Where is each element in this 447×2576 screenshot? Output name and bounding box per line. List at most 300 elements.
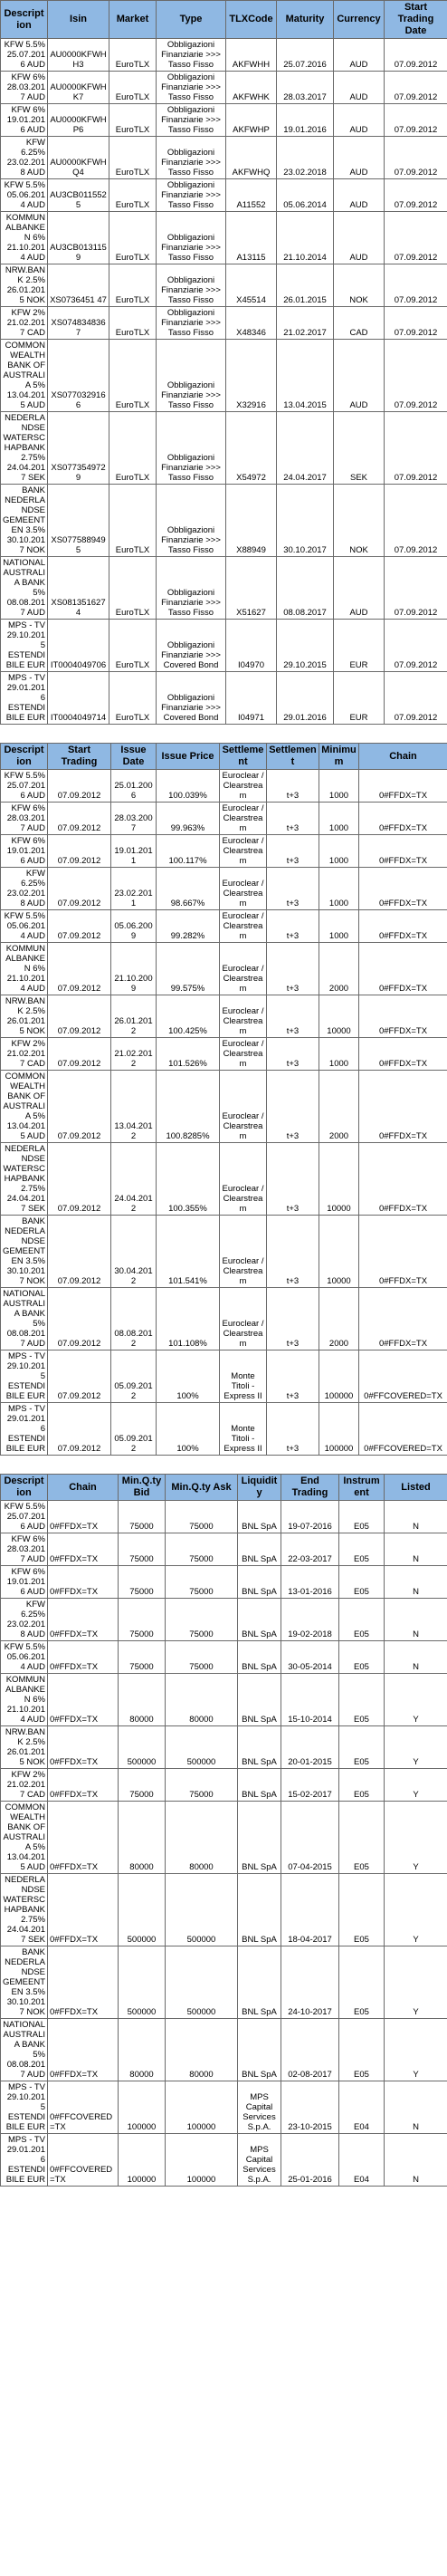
- table-header-row: [1, 1, 447, 39]
- cell-tlxcode: AKFWHQ: [226, 137, 277, 179]
- cell-currency: AUD: [334, 179, 385, 212]
- cell-description: NRW.BANK 2.5% 26.01.2015 NOK: [1, 995, 48, 1038]
- cell-listed: Y: [385, 1674, 447, 1726]
- cell-issue-date: 05.06.2009: [111, 910, 157, 943]
- cell-settlement-days: t+3: [267, 1403, 319, 1456]
- cell-settlement: Euroclear / Clearstream: [220, 868, 267, 910]
- col-header-type: Type: [157, 1, 226, 39]
- cell-description: NATIONAL AUSTRALIA BANK 5% 08.08.2017 AUD: [1, 557, 48, 620]
- cell-min-qty-bid: 75000: [119, 1501, 166, 1533]
- table-row: [1, 72, 447, 104]
- cell-maturity: 08.08.2017: [277, 557, 334, 620]
- table-row: [1, 1038, 447, 1071]
- cell-minimum: 10000: [319, 1143, 359, 1216]
- cell-tlxcode: X48346: [226, 307, 277, 340]
- cell-isin: XS0770329166: [48, 340, 109, 412]
- cell-listed: N: [385, 1641, 447, 1674]
- cell-issue-price: 99.282%: [157, 910, 220, 943]
- cell-description: KFW 6.25% 23.02.2018 AUD: [1, 137, 48, 179]
- cell-issue-date: 05.09.2012: [111, 1403, 157, 1456]
- cell-instrument: E05: [339, 1674, 385, 1726]
- cell-liquidity: BNL SpA: [238, 1769, 281, 1802]
- cell-description: KFW 5.5% 05.06.2014 AUD: [1, 1641, 48, 1674]
- cell-start-trading-date: 07.09.2012: [385, 179, 447, 212]
- cell-issue-date: 13.04.2012: [111, 1071, 157, 1143]
- cell-settlement-days: t+3: [267, 995, 319, 1038]
- table-row: [1, 2134, 447, 2187]
- cell-description: KFW 5.5% 25.07.2016 AUD: [1, 39, 48, 72]
- cell-start-trading: 07.09.2012: [48, 803, 111, 835]
- table-row: [1, 104, 447, 137]
- cell-market: EuroTLX: [109, 212, 157, 264]
- cell-description: KFW 2% 21.02.2017 CAD: [1, 1038, 48, 1071]
- col-header-chain: Chain: [359, 744, 447, 770]
- cell-instrument: E05: [339, 2019, 385, 2081]
- cell-description: NEDERLANDSE WATERSCHAPBANK 2.75% 24.04.2017 SEK: [1, 1143, 48, 1216]
- cell-description: MPS - TV 29.01.2016 ESTENDIBILE EUR: [1, 1403, 48, 1456]
- cell-settlement: Euroclear / Clearstream: [220, 1038, 267, 1071]
- cell-description: KFW 6% 28.03.2017 AUD: [1, 803, 48, 835]
- table-row: [1, 620, 447, 672]
- table-row: [1, 212, 447, 264]
- cell-instrument: E05: [339, 1726, 385, 1769]
- cell-min-qty-bid: 75000: [119, 1641, 166, 1674]
- cell-chain: 0#FFDX=TX: [359, 770, 447, 803]
- table-row: [1, 868, 447, 910]
- cell-maturity: 19.01.2016: [277, 104, 334, 137]
- cell-chain: 0#FFDX=TX: [48, 1641, 119, 1674]
- cell-maturity: 30.10.2017: [277, 485, 334, 557]
- table-header-row: [1, 744, 447, 770]
- table-row: [1, 770, 447, 803]
- col-header-description: Description: [1, 1475, 48, 1501]
- cell-market: EuroTLX: [109, 264, 157, 307]
- cell-liquidity: BNL SpA: [238, 1641, 281, 1674]
- cell-market: EuroTLX: [109, 340, 157, 412]
- cell-min-qty-bid: 500000: [119, 1874, 166, 1946]
- cell-min-qty-bid: 75000: [119, 1533, 166, 1566]
- cell-description: COMMONWEALTH BANK OF AUSTRALIA 5% 13.04.2015 AUD: [1, 340, 48, 412]
- cell-currency: SEK: [334, 412, 385, 485]
- table-row: [1, 1802, 447, 1874]
- cell-tlxcode: X88949: [226, 485, 277, 557]
- cell-listed: Y: [385, 1769, 447, 1802]
- cell-tlxcode: I04971: [226, 672, 277, 725]
- cell-end-trading: 30-05-2014: [281, 1641, 339, 1674]
- cell-currency: AUD: [334, 137, 385, 179]
- cell-settlement: Euroclear / Clearstream: [220, 835, 267, 868]
- table-row: [1, 1566, 447, 1599]
- table-row: [1, 995, 447, 1038]
- cell-issue-date: 23.02.2011: [111, 868, 157, 910]
- cell-end-trading: 13-01-2016: [281, 1566, 339, 1599]
- cell-tlxcode: X51627: [226, 557, 277, 620]
- cell-end-trading: 23-10-2015: [281, 2081, 339, 2134]
- cell-issue-date: 30.04.2012: [111, 1216, 157, 1288]
- cell-description: KFW 6% 28.03.2017 AUD: [1, 72, 48, 104]
- cell-liquidity: BNL SpA: [238, 1946, 281, 2019]
- cell-min-qty-bid: 75000: [119, 1599, 166, 1641]
- cell-type: Obbligazioni Finanziarie >>> Tasso Fisso: [157, 179, 226, 212]
- col-header-min-qty-ask: Min.Q.ty Ask: [166, 1475, 238, 1501]
- table-row: [1, 835, 447, 868]
- bond-table-general: [0, 0, 447, 725]
- cell-description: KFW 6% 19.01.2016 AUD: [1, 835, 48, 868]
- cell-issue-date: 21.10.2009: [111, 943, 157, 995]
- cell-type: Obbligazioni Finanziarie >>> Tasso Fisso: [157, 72, 226, 104]
- cell-min-qty-ask: 80000: [166, 1802, 238, 1874]
- cell-settlement: Euroclear / Clearstream: [220, 995, 267, 1038]
- cell-issue-price: 100%: [157, 1403, 220, 1456]
- cell-description: NRW.BANK 2.5% 26.01.2015 NOK: [1, 264, 48, 307]
- cell-instrument: E05: [339, 1501, 385, 1533]
- col-header-description: Description: [1, 744, 48, 770]
- cell-currency: AUD: [334, 340, 385, 412]
- col-header-min-qty-bid: Min.Q.ty Bid: [119, 1475, 166, 1501]
- cell-instrument: E05: [339, 1802, 385, 1874]
- cell-minimum: 1000: [319, 1038, 359, 1071]
- cell-chain: 0#FFDX=TX: [359, 868, 447, 910]
- col-header-isin: Isin: [48, 1, 109, 39]
- cell-type: Obbligazioni Finanziarie >>> Tasso Fisso: [157, 340, 226, 412]
- table-row: [1, 2019, 447, 2081]
- cell-currency: EUR: [334, 620, 385, 672]
- cell-settlement: Monte Titoli - Express II: [220, 1350, 267, 1403]
- cell-start-trading: 07.09.2012: [48, 868, 111, 910]
- cell-start-trading: 07.09.2012: [48, 1288, 111, 1350]
- cell-chain: 0#FFDX=TX: [48, 1566, 119, 1599]
- cell-start-trading-date: 07.09.2012: [385, 39, 447, 72]
- cell-min-qty-ask: 75000: [166, 1501, 238, 1533]
- cell-market: EuroTLX: [109, 137, 157, 179]
- table-row: [1, 1641, 447, 1674]
- cell-currency: NOK: [334, 485, 385, 557]
- cell-chain: 0#FFDX=TX: [48, 1674, 119, 1726]
- cell-description: MPS - TV 29.01.2016 ESTENDIBILE EUR: [1, 2134, 48, 2187]
- cell-chain: 0#FFDX=TX: [48, 1874, 119, 1946]
- cell-description: COMMONWEALTH BANK OF AUSTRALIA 5% 13.04.2015 AUD: [1, 1802, 48, 1874]
- cell-market: EuroTLX: [109, 39, 157, 72]
- table-body: [1, 770, 447, 1456]
- cell-issue-price: 101.541%: [157, 1216, 220, 1288]
- bond-table-settlement: [0, 743, 447, 1456]
- cell-instrument: E05: [339, 1566, 385, 1599]
- cell-issue-price: 100.355%: [157, 1143, 220, 1216]
- cell-listed: Y: [385, 2019, 447, 2081]
- cell-tlxcode: A11552: [226, 179, 277, 212]
- cell-settlement-days: t+3: [267, 910, 319, 943]
- cell-issue-date: 19.01.2011: [111, 835, 157, 868]
- col-header-instrument: Instrument: [339, 1475, 385, 1501]
- cell-end-trading: 15-02-2017: [281, 1769, 339, 1802]
- cell-description: MPS - TV 29.10.2015 ESTENDIBILE EUR: [1, 2081, 48, 2134]
- cell-tlxcode: I04970: [226, 620, 277, 672]
- cell-description: MPS - TV 29.01.2016 ESTENDIBILE EUR: [1, 672, 48, 725]
- cell-start-trading: 07.09.2012: [48, 1038, 111, 1071]
- cell-chain: 0#FFDX=TX: [359, 910, 447, 943]
- table-row: [1, 1533, 447, 1566]
- table-row: [1, 672, 447, 725]
- cell-chain: 0#FFDX=TX: [359, 995, 447, 1038]
- cell-market: EuroTLX: [109, 307, 157, 340]
- cell-settlement: Monte Titoli - Express II: [220, 1403, 267, 1456]
- cell-min-qty-ask: 500000: [166, 1726, 238, 1769]
- cell-description: BANK NEDERLANDSE GEMEENTEN 3.5% 30.10.2017 NOK: [1, 485, 48, 557]
- cell-settlement: Euroclear / Clearstream: [220, 910, 267, 943]
- cell-isin: AU0000KFWHH3: [48, 39, 109, 72]
- cell-min-qty-bid: 75000: [119, 1566, 166, 1599]
- cell-tlxcode: AKFWHH: [226, 39, 277, 72]
- cell-type: Obbligazioni Finanziarie >>> Tasso Fisso: [157, 485, 226, 557]
- cell-maturity: 29.10.2015: [277, 620, 334, 672]
- cell-settlement: Euroclear / Clearstream: [220, 1143, 267, 1216]
- table-row: [1, 137, 447, 179]
- cell-end-trading: 25-01-2016: [281, 2134, 339, 2187]
- cell-settlement-days: t+3: [267, 803, 319, 835]
- cell-issue-price: 98.667%: [157, 868, 220, 910]
- cell-isin: AU0000KFWHP6: [48, 104, 109, 137]
- cell-isin: XS0775889495: [48, 485, 109, 557]
- cell-type: Obbligazioni Finanziarie >>> Covered Bond: [157, 672, 226, 725]
- cell-liquidity: BNL SpA: [238, 2019, 281, 2081]
- cell-min-qty-bid: 80000: [119, 1802, 166, 1874]
- table-body: [1, 39, 447, 725]
- cell-type: Obbligazioni Finanziarie >>> Tasso Fisso: [157, 412, 226, 485]
- cell-type: Obbligazioni Finanziarie >>> Tasso Fisso: [157, 307, 226, 340]
- cell-description: KFW 6% 19.01.2016 AUD: [1, 1566, 48, 1599]
- cell-min-qty-ask: 500000: [166, 1874, 238, 1946]
- cell-issue-date: 28.03.2007: [111, 803, 157, 835]
- table-row: [1, 910, 447, 943]
- col-header-currency: Currency: [334, 1, 385, 39]
- cell-type: Obbligazioni Finanziarie >>> Tasso Fisso: [157, 212, 226, 264]
- cell-start-trading-date: 07.09.2012: [385, 212, 447, 264]
- cell-listed: Y: [385, 1726, 447, 1769]
- cell-liquidity: MPS Capital Services S.p.A.: [238, 2081, 281, 2134]
- table-row: [1, 1143, 447, 1216]
- cell-currency: CAD: [334, 307, 385, 340]
- table-row: [1, 39, 447, 72]
- cell-type: Obbligazioni Finanziarie >>> Tasso Fisso: [157, 137, 226, 179]
- cell-maturity: 25.07.2016: [277, 39, 334, 72]
- cell-start-trading: 07.09.2012: [48, 770, 111, 803]
- col-header-start-trading: Start Trading: [48, 744, 111, 770]
- cell-issue-date: 26.01.2012: [111, 995, 157, 1038]
- cell-description: KOMMUNALBANKEN 6% 21.10.2014 AUD: [1, 1674, 48, 1726]
- cell-end-trading: 19-07-2016: [281, 1501, 339, 1533]
- cell-listed: N: [385, 1501, 447, 1533]
- cell-liquidity: BNL SpA: [238, 1802, 281, 1874]
- cell-chain: 0#FFCOVERED=TX: [48, 2134, 119, 2187]
- cell-settlement: Euroclear / Clearstream: [220, 1288, 267, 1350]
- cell-liquidity: BNL SpA: [238, 1874, 281, 1946]
- cell-tlxcode: X32916: [226, 340, 277, 412]
- cell-start-trading-date: 07.09.2012: [385, 485, 447, 557]
- cell-description: BANK NEDERLANDSE GEMEENTEN 3.5% 30.10.2017 NOK: [1, 1946, 48, 2019]
- cell-currency: NOK: [334, 264, 385, 307]
- cell-minimum: 10000: [319, 995, 359, 1038]
- cell-issue-price: 99.963%: [157, 803, 220, 835]
- cell-listed: Y: [385, 1802, 447, 1874]
- cell-chain: 0#FFDX=TX: [48, 1769, 119, 1802]
- cell-minimum: 1000: [319, 910, 359, 943]
- cell-chain: 0#FFCOVERED=TX: [48, 2081, 119, 2134]
- cell-listed: N: [385, 1599, 447, 1641]
- cell-issue-price: 99.575%: [157, 943, 220, 995]
- col-header-issue-date: Issue Date: [111, 744, 157, 770]
- cell-min-qty-ask: 75000: [166, 1599, 238, 1641]
- cell-chain: 0#FFDX=TX: [48, 1946, 119, 2019]
- cell-settlement-days: t+3: [267, 1350, 319, 1403]
- table-row: [1, 412, 447, 485]
- table-row: [1, 803, 447, 835]
- cell-description: KFW 2% 21.02.2017 CAD: [1, 307, 48, 340]
- cell-chain: 0#FFDX=TX: [359, 835, 447, 868]
- cell-start-trading: 07.09.2012: [48, 943, 111, 995]
- cell-start-trading-date: 07.09.2012: [385, 557, 447, 620]
- cell-start-trading: 07.09.2012: [48, 1350, 111, 1403]
- cell-liquidity: BNL SpA: [238, 1533, 281, 1566]
- cell-chain: 0#FFDX=TX: [359, 1143, 447, 1216]
- cell-isin: XS0748348367: [48, 307, 109, 340]
- cell-settlement-days: t+3: [267, 1143, 319, 1216]
- cell-market: EuroTLX: [109, 557, 157, 620]
- cell-maturity: 05.06.2014: [277, 179, 334, 212]
- cell-issue-price: 100.8285%: [157, 1071, 220, 1143]
- cell-issue-date: 05.09.2012: [111, 1350, 157, 1403]
- table-row: [1, 2081, 447, 2134]
- table-row: [1, 1403, 447, 1456]
- cell-settlement-days: t+3: [267, 1288, 319, 1350]
- cell-liquidity: BNL SpA: [238, 1501, 281, 1533]
- cell-settlement: Euroclear / Clearstream: [220, 1071, 267, 1143]
- cell-isin: AU3CB0131159: [48, 212, 109, 264]
- cell-min-qty-bid: 80000: [119, 1674, 166, 1726]
- cell-maturity: 13.04.2015: [277, 340, 334, 412]
- col-header-tlxcode: TLXCode: [226, 1, 277, 39]
- col-header-market: Market: [109, 1, 157, 39]
- cell-tlxcode: AKFWHP: [226, 104, 277, 137]
- table-row: [1, 340, 447, 412]
- cell-tlxcode: A13115: [226, 212, 277, 264]
- cell-start-trading-date: 07.09.2012: [385, 137, 447, 179]
- cell-currency: AUD: [334, 557, 385, 620]
- cell-liquidity: BNL SpA: [238, 1674, 281, 1726]
- cell-settlement: Euroclear / Clearstream: [220, 943, 267, 995]
- cell-maturity: 26.01.2015: [277, 264, 334, 307]
- cell-maturity: 24.04.2017: [277, 412, 334, 485]
- cell-market: EuroTLX: [109, 104, 157, 137]
- cell-description: NRW.BANK 2.5% 26.01.2015 NOK: [1, 1726, 48, 1769]
- cell-description: NEDERLANDSE WATERSCHAPBANK 2.75% 24.04.2017 SEK: [1, 1874, 48, 1946]
- cell-min-qty-bid: 80000: [119, 2019, 166, 2081]
- cell-description: KFW 6% 19.01.2016 AUD: [1, 104, 48, 137]
- col-header-settlement-days: Settlement: [267, 744, 319, 770]
- table-row: [1, 1288, 447, 1350]
- cell-description: NATIONAL AUSTRALIA BANK 5% 08.08.2017 AUD: [1, 1288, 48, 1350]
- cell-start-trading: 07.09.2012: [48, 1071, 111, 1143]
- cell-issue-date: 21.02.2012: [111, 1038, 157, 1071]
- cell-isin: IT0004049714: [48, 672, 109, 725]
- cell-min-qty-ask: 75000: [166, 1769, 238, 1802]
- cell-issue-date: 24.04.2012: [111, 1143, 157, 1216]
- cell-chain: 0#FFDX=TX: [48, 1533, 119, 1566]
- cell-min-qty-ask: 500000: [166, 1946, 238, 2019]
- cell-currency: EUR: [334, 672, 385, 725]
- cell-minimum: 1000: [319, 868, 359, 910]
- bond-table-liquidity: [0, 1474, 447, 2187]
- cell-maturity: 28.03.2017: [277, 72, 334, 104]
- cell-isin: AU0000KFWHQ4: [48, 137, 109, 179]
- cell-isin: XS0736451 47: [48, 264, 109, 307]
- cell-tlxcode: X45514: [226, 264, 277, 307]
- cell-currency: AUD: [334, 72, 385, 104]
- cell-start-trading-date: 07.09.2012: [385, 104, 447, 137]
- cell-chain: 0#FFDX=TX: [48, 1726, 119, 1769]
- cell-end-trading: 20-01-2015: [281, 1726, 339, 1769]
- cell-description: KFW 5.5% 25.07.2016 AUD: [1, 770, 48, 803]
- cell-isin: AU3CB0115525: [48, 179, 109, 212]
- cell-currency: AUD: [334, 39, 385, 72]
- cell-description: KOMMUNALBANKEN 6% 21.10.2014 AUD: [1, 943, 48, 995]
- table-row: [1, 557, 447, 620]
- cell-tlxcode: X54972: [226, 412, 277, 485]
- cell-end-trading: 02-08-2017: [281, 2019, 339, 2081]
- cell-market: EuroTLX: [109, 485, 157, 557]
- cell-start-trading: 07.09.2012: [48, 910, 111, 943]
- cell-issue-price: 100.425%: [157, 995, 220, 1038]
- cell-start-trading: 07.09.2012: [48, 1403, 111, 1456]
- cell-issue-price: 101.526%: [157, 1038, 220, 1071]
- cell-instrument: E05: [339, 1769, 385, 1802]
- table-row: [1, 1216, 447, 1288]
- table-row: [1, 179, 447, 212]
- section-gap: [0, 725, 447, 743]
- cell-settlement-days: t+3: [267, 868, 319, 910]
- cell-settlement: Euroclear / Clearstream: [220, 1216, 267, 1288]
- cell-instrument: E05: [339, 1641, 385, 1674]
- table-row: [1, 1501, 447, 1533]
- cell-settlement-days: t+3: [267, 1216, 319, 1288]
- cell-liquidity: BNL SpA: [238, 1599, 281, 1641]
- table-row: [1, 307, 447, 340]
- cell-currency: AUD: [334, 104, 385, 137]
- cell-chain: 0#FFDX=TX: [359, 803, 447, 835]
- cell-min-qty-bid: 75000: [119, 1769, 166, 1802]
- cell-settlement-days: t+3: [267, 1038, 319, 1071]
- cell-listed: Y: [385, 1874, 447, 1946]
- table-row: [1, 1769, 447, 1802]
- col-header-maturity: Maturity: [277, 1, 334, 39]
- cell-min-qty-ask: 100000: [166, 2134, 238, 2187]
- cell-liquidity: BNL SpA: [238, 1566, 281, 1599]
- cell-description: KOMMUNALBANKEN 6% 21.10.2014 AUD: [1, 212, 48, 264]
- cell-description: KFW 2% 21.02.2017 CAD: [1, 1769, 48, 1802]
- cell-tlxcode: AKFWHK: [226, 72, 277, 104]
- table-header-row: [1, 1475, 447, 1501]
- cell-maturity: 21.02.2017: [277, 307, 334, 340]
- cell-chain: 0#FFDX=TX: [359, 943, 447, 995]
- cell-minimum: 1000: [319, 770, 359, 803]
- col-header-issue-price: Issue Price: [157, 744, 220, 770]
- cell-isin: AU0000KFWHK7: [48, 72, 109, 104]
- col-header-settlement: Settlement: [220, 744, 267, 770]
- cell-chain: 0#FFDX=TX: [48, 1501, 119, 1533]
- cell-min-qty-ask: 80000: [166, 2019, 238, 2081]
- cell-chain: 0#FFDX=TX: [48, 1599, 119, 1641]
- cell-start-trading-date: 07.09.2012: [385, 620, 447, 672]
- cell-min-qty-ask: 75000: [166, 1566, 238, 1599]
